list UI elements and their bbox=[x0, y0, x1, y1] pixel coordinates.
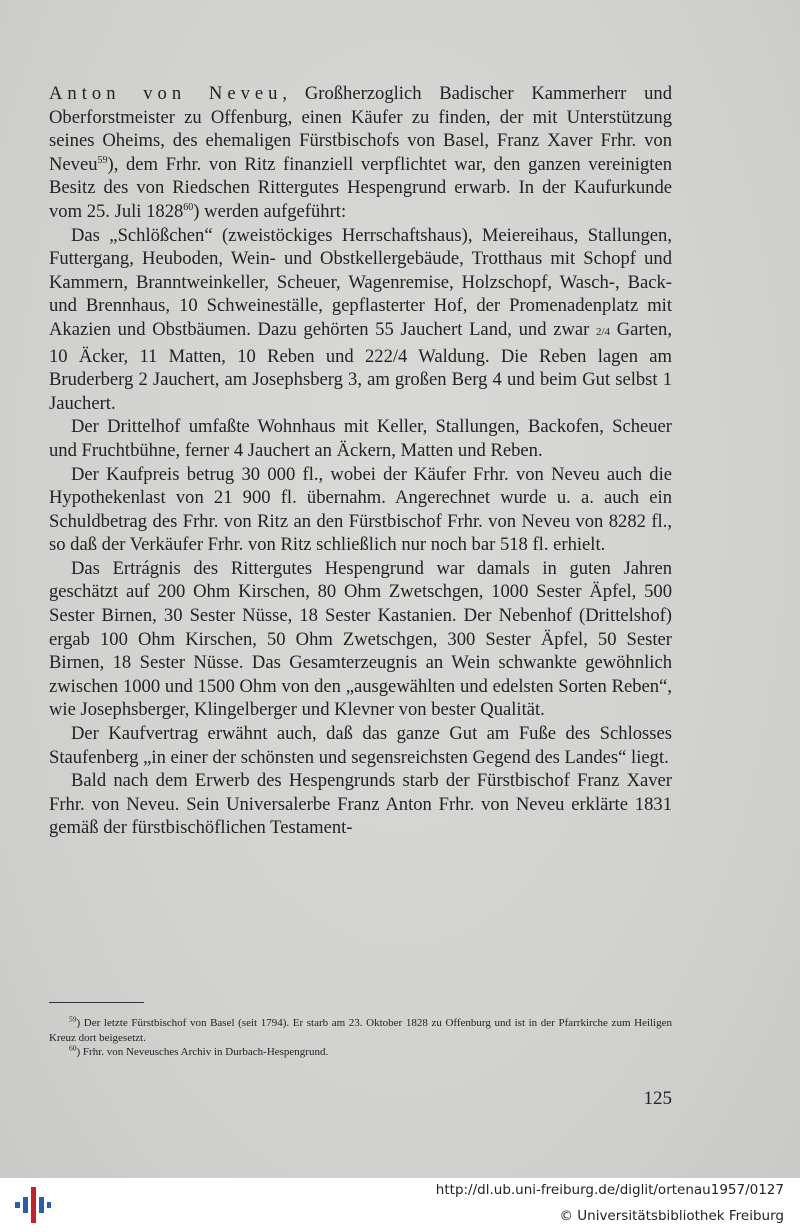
footnote-mark: 60 bbox=[69, 1043, 77, 1053]
footnote-reference: 60 bbox=[183, 201, 194, 213]
footnote-divider bbox=[49, 1002, 144, 1003]
paragraph-4: Der Kaufpreis betrug 30 000 fl., wobei der Käufer Frhr. von Neveu auch die Hypothekenlast von 21 900 fl. übernahm. Angerechnet wurde u. a. auch ein Schuldbetrag des Frhr. von Ritz an den Fürstbischof Frhr. von Neveu von 8282 fl., so daß der Verkäufer Frhr. von Ritz schließlich nur noch bar 518 fl. erhielt. bbox=[49, 463, 672, 556]
paragraph-2 bbox=[49, 224, 672, 416]
paragraph-text: Das „Schlößchen“ (zweistöckiges Herrschaftshaus), Meiereihaus, Stallungen, Futtergang, Heuboden, Wein- und Obstkellergebäude, Trotthaus mit Schopf und Kammern, Branntweinkeller, Scheuer, Wagenremise, Holzschopf, Wasch-, Back- und Brennhaus, 10 Schweineställe, gepflasterter Hof, der Promenadenplatz mit Akazien und Obstbäumen. Dazu gehörten 55 Jauchert Land, und zwar bbox=[49, 224, 672, 340]
paragraph-text: ) werden aufgeführt: bbox=[193, 200, 347, 222]
paragraph-text: , Großherzoglich Badischer Kammerherr und Oberforstmeister zu Offenburg, einen Käufer zu finden, der mit Unterstützung seines Oheims, des ehemaligen Fürstbischofs von Basel, Franz Xaver Frhr. von Neveu bbox=[49, 83, 672, 175]
person-name-spaced: Anton von Neveu bbox=[49, 83, 283, 104]
footnote-reference: 59 bbox=[97, 154, 108, 166]
footnotes bbox=[49, 1016, 672, 1060]
fraction: 2/4 bbox=[596, 325, 611, 338]
page-number: 125 bbox=[643, 1088, 672, 1109]
paragraph-6: Der Kaufvertrag erwähnt auch, daß das ganze Gut am Fuße des Schlosses Staufenberg „in einer der schönsten und segensreichsten Gegend des Landes“ liegt. bbox=[49, 723, 672, 768]
permalink-url[interactable]: http://dl.ub.uni-freiburg.de/diglit/ortenau1957/0127 bbox=[435, 1182, 784, 1198]
footnote-text: ) Frhr. von Neveusches Archiv in Durbach-Hespengrund. bbox=[76, 1046, 329, 1058]
paragraph-text: ), dem Frhr. von Ritz finanziell verpflichtet war, den ganzen vereinigten Besitz des von Riedschen Rittergutes Hespengrund erwarb. In der Kaufurkunde vom 25. Juli 1828 bbox=[49, 153, 672, 222]
footnote-60 bbox=[49, 1045, 672, 1060]
paragraph-5: Das Ertrágnis des Rittergutes Hespengrund war damals in guten Jahren geschätzt auf 200 Ohm Kirschen, 80 Ohm Zwetschgen, 1000 Sester Äpfel, 500 Sester Birnen, 30 Sester Nüsse, 18 Sester Kastanien. Der Nebenhof (Drittelshof) ergab 100 Ohm Kirschen, 50 Ohm Zwetschgen, 300 Sester Äpfel, 50 Sester Birnen, 18 Sester Nüsse. Das Gesamterzeugnis an Wein schwankte gewöhnlich zwischen 1000 und 1500 Ohm von den „ausgewählten und edelsten Sorten Reben“, wie Josephsberger, Klingelberger und Klevner von bester Qualität. bbox=[49, 557, 672, 721]
paragraph-3: Der Drittelhof umfaßte Wohnhaus mit Keller, Stallungen, Backofen, Scheuer und Fruchtbühne, ferner 4 Jauchert an Äckern, Matten und Reben. bbox=[49, 416, 672, 461]
footnote-text: ) Der letzte Fürstbischof von Basel (seit 1794). Er starb am 23. Oktober 1828 zu Offenburg und ist in der Pfarrkirche zum Heiligen Kreuz dort beigesetzt. bbox=[49, 1017, 672, 1044]
copyright-text: © Universitätsbibliothek Freiburg bbox=[559, 1208, 784, 1224]
main-text bbox=[49, 82, 672, 840]
paragraph-7: Bald nach dem Erwerb des Hespengrunds starb der Fürstbischof Franz Xaver Frhr. von Neveu. Sein Universalerbe Franz Anton Frhr. von Neveu erklärte 1831 gemäß der fürstbischöflichen Testament- bbox=[49, 770, 672, 839]
footnote-59 bbox=[49, 1016, 672, 1045]
paragraph-text: Garten, 10 Äcker, 11 Matten, 10 Reben und 222/4 Waldung. Die Reben lagen am Bruderberg 2 Jauchert, am Josephsberg 3, am großen Berg 4 und beim Gut selbst 1 Jauchert. bbox=[49, 318, 672, 414]
ub-freiburg-logo-icon[interactable] bbox=[12, 1185, 52, 1225]
paragraph-1 bbox=[49, 82, 672, 224]
footnote-mark: 59 bbox=[69, 1014, 77, 1024]
